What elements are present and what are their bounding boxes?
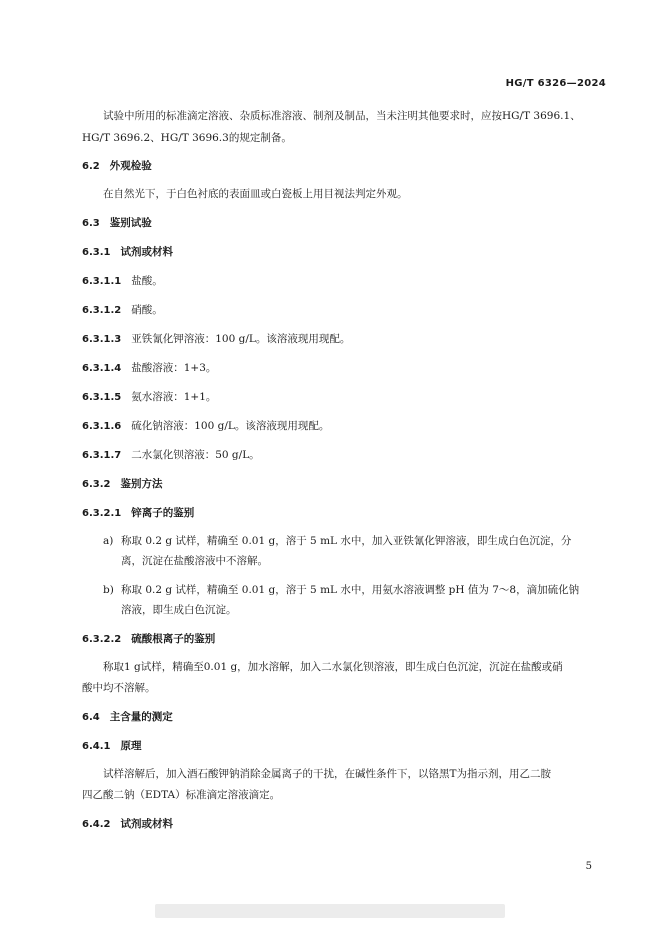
clause-number: 6.3.1.7 xyxy=(82,450,122,461)
section-number: 6.3.2.2 xyxy=(82,634,122,645)
clause-text: 氨水溶液：1+1。 xyxy=(131,391,217,403)
section-title: 鉴别方法 xyxy=(120,478,163,490)
section-heading-6-3-2-2 xyxy=(82,632,215,647)
clause-6-3-1-1 xyxy=(82,274,163,289)
clause-number: 6.3.1.3 xyxy=(82,334,122,345)
section-number: 6.4 xyxy=(82,712,100,723)
section-number: 6.3.2.1 xyxy=(82,508,122,519)
section-number: 6.4.1 xyxy=(82,741,111,752)
clause-6-3-1-7 xyxy=(82,448,260,463)
paragraph-line: 四乙酸二钠（EDTA）标准滴定溶液滴定。 xyxy=(82,789,281,801)
section-heading-6-3-2 xyxy=(82,477,162,492)
clause-6-3-1-4 xyxy=(82,361,216,376)
clause-text: 亚铁氰化钾溶液：100 g/L。该溶液现用现配。 xyxy=(131,333,351,345)
section-title: 硫酸根离子的鉴别 xyxy=(131,633,216,645)
section-heading-6-4-1 xyxy=(82,739,141,754)
section-heading-6-4 xyxy=(82,710,173,725)
section-heading-6-3 xyxy=(82,216,152,231)
clause-number: 6.3.1.2 xyxy=(82,305,122,316)
section-title: 试剂或材料 xyxy=(120,818,173,830)
section-number: 6.3.1 xyxy=(82,247,111,258)
list-item-text: 称取 0.2 g 试样，精确至 0.01 g，溶于 5 mL 水中，用氨水溶液调整 pH 值为 7～8，滴加硫化钠 xyxy=(121,584,580,596)
section-number: 6.4.2 xyxy=(82,819,111,830)
paragraph-line: HG/T 3696.2、HG/T 3696.3的规定制备。 xyxy=(82,132,292,144)
watermark-strip xyxy=(155,904,505,918)
clause-text: 二水氯化钡溶液：50 g/L。 xyxy=(131,449,260,461)
paragraph-line: 在自然光下，于白色衬底的表面皿或白瓷板上用目视法判定外观。 xyxy=(103,188,408,200)
clause-text: 硫化钠溶液：100 g/L。该溶液现用现配。 xyxy=(131,420,330,432)
list-marker: b) xyxy=(103,584,114,596)
clause-text: 盐酸。 xyxy=(131,275,163,287)
paragraph-line: 试验中所用的标准滴定溶液、杂质标准溶液、制剂及制品，当未注明其他要求时，应按HG/T 3696.1、 xyxy=(103,110,581,122)
section-number: 6.2 xyxy=(82,161,100,172)
clause-6-3-1-5 xyxy=(82,390,216,405)
clause-number: 6.3.1.1 xyxy=(82,276,122,287)
list-item-continuation: 溶液，即生成白色沉淀。 xyxy=(121,604,237,616)
section-heading-6-3-1 xyxy=(82,245,173,260)
clause-6-3-1-3 xyxy=(82,332,350,347)
section-title: 外观检验 xyxy=(109,160,152,172)
section-number: 6.3 xyxy=(82,218,100,229)
section-number: 6.3.2 xyxy=(82,479,111,490)
paragraph-line: 称取1 g试样，精确至0.01 g，加水溶解，加入二水氯化钡溶液，即生成白色沉淀，沉淀在盐酸或硝 xyxy=(103,661,563,673)
section-heading-6-3-2-1 xyxy=(82,506,194,521)
section-heading-6-4-2 xyxy=(82,817,173,832)
paragraph-line: 酸中均不溶解。 xyxy=(82,682,156,694)
paragraph-line: 试样溶解后，加入酒石酸钾钠消除金属离子的干扰，在碱性条件下，以铬黑T为指示剂，用乙二胺 xyxy=(103,768,552,780)
list-item-b xyxy=(103,583,579,597)
section-title: 原理 xyxy=(120,740,142,752)
clause-number: 6.3.1.5 xyxy=(82,392,122,403)
clause-6-3-1-6 xyxy=(82,419,329,434)
clause-text: 盐酸溶液：1+3。 xyxy=(131,362,217,374)
section-title: 锌离子的鉴别 xyxy=(131,507,195,519)
clause-6-3-1-2 xyxy=(82,303,163,318)
list-item-text: 称取 0.2 g 试样，精确至 0.01 g，溶于 5 mL 水中，加入亚铁氰化钾溶液，即生成白色沉淀，分 xyxy=(121,535,572,547)
section-heading-6-2 xyxy=(82,159,152,174)
section-title: 鉴别试验 xyxy=(109,217,152,229)
section-title: 试剂或材料 xyxy=(120,246,173,258)
list-marker: a) xyxy=(103,535,114,547)
clause-number: 6.3.1.4 xyxy=(82,363,122,374)
page-number: 5 xyxy=(585,861,592,872)
list-item-continuation: 离，沉淀在盐酸溶液中不溶解。 xyxy=(121,555,268,567)
section-title: 主含量的测定 xyxy=(109,711,173,723)
standard-code-header: HG/T 6326—2024 xyxy=(505,78,606,89)
clause-number: 6.3.1.6 xyxy=(82,421,122,432)
clause-text: 硝酸。 xyxy=(131,304,163,316)
list-item-a xyxy=(103,534,571,548)
